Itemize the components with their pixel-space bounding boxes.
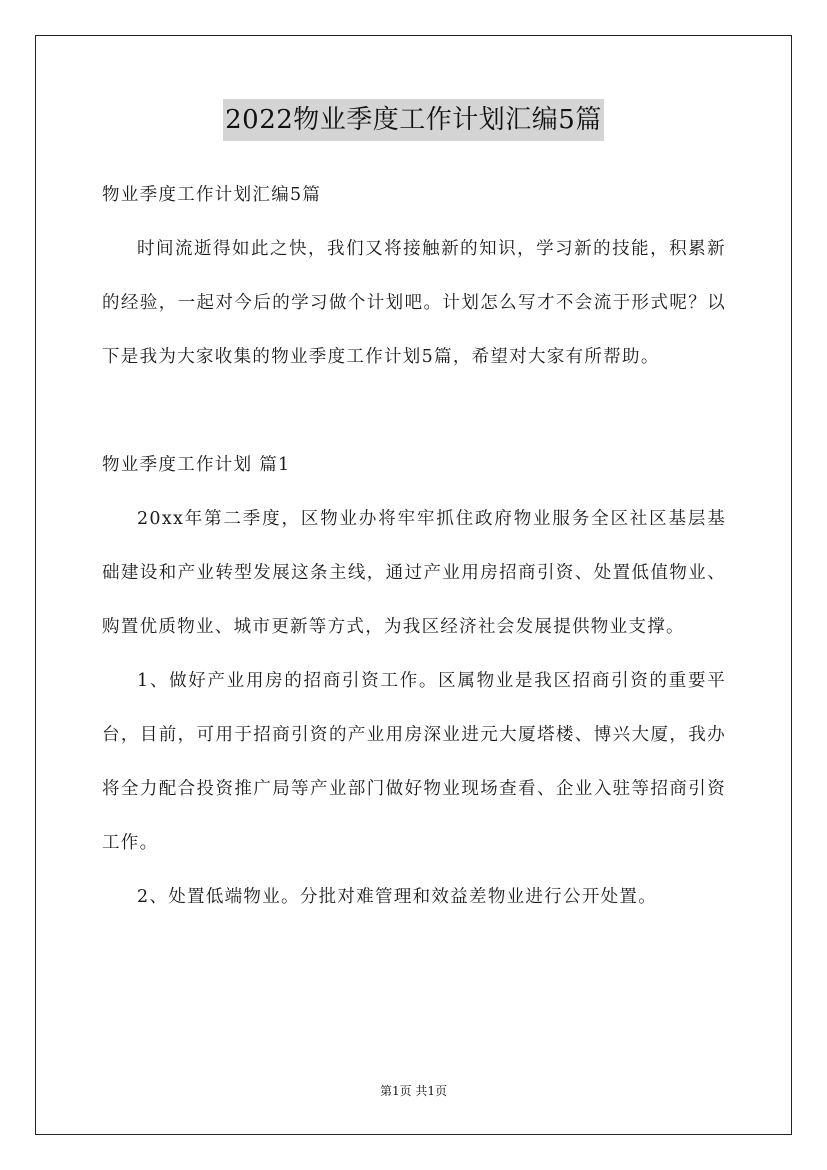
- section-spacer: [102, 384, 726, 438]
- body-paragraph: 2、处置低端物业。分批对难管理和效益差物业进行公开处置。: [137, 887, 658, 907]
- title-container: [0, 99, 827, 141]
- document-subtitle: 物业季度工作计划汇编5篇: [102, 185, 322, 205]
- document-title: 2022物业季度工作计划汇编5篇: [223, 99, 604, 141]
- document-body: [102, 168, 726, 924]
- body-paragraph: 1、做好产业用房的招商引资工作。区属物业是我区招商引资的重要平台，目前，可用于招商引资的产业用房深业进元大厦塔楼、博兴大厦，我办将全力配合投资推广局等产业部门做好物业现场查看、企业入驻等招商引资工作。: [102, 671, 726, 853]
- section-heading: 物业季度工作计划 篇1: [102, 455, 291, 475]
- intro-paragraph: 时间流逝得如此之快，我们又将接触新的知识，学习新的技能，积累新的经验，一起对今后的学习做个计划吧。计划怎么写才不会流于形式呢？以下是我为大家收集的物业季度工作计划5篇，希望对大家有所帮助。: [102, 239, 726, 367]
- body-paragraph: 20xx年第二季度，区物业办将牢牢抓住政府物业服务全区社区基层基础建设和产业转型发展这条主线，通过产业用房招商引资、处置低值物业、购置优质物业、城市更新等方式，为我区经济社会发展提供物业支撑。: [102, 509, 726, 637]
- page-footer: 第1页 共1页: [379, 1084, 448, 1098]
